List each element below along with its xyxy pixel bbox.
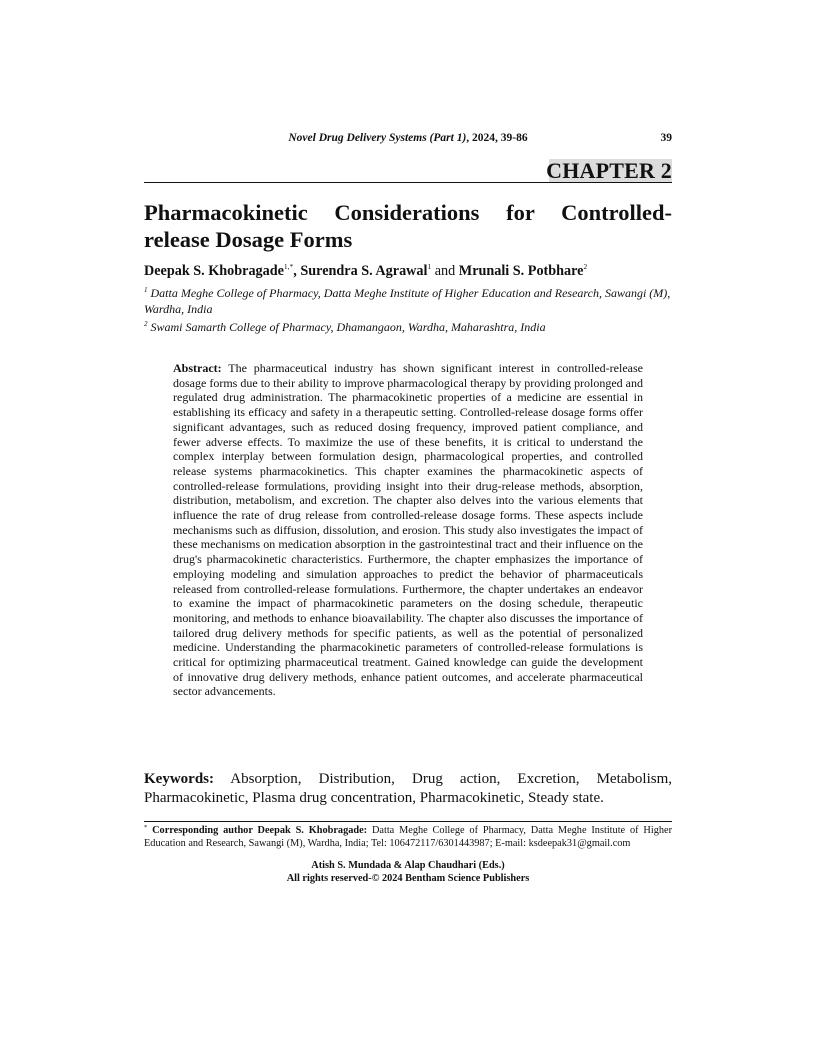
rights-line: All rights reserved-© 2024 Bentham Science Publishers [286, 873, 530, 884]
chapter-label: CHAPTER 2 [546, 158, 672, 183]
author-affiliation-mark: 1,* [283, 262, 294, 271]
abstract-text: The pharmaceutical industry has shown significant interest in controlled-release dosage forms due to their ability to improve pharmacological therapy by providing prolonged and regulated drug administration. The pharmacokinetic properties of a medicine are essential in establishing its efficacy and safety in a therapeutic setting. Controlled-release dosage forms offer significant advantages, such as reduced dosing frequency, improved patient compliance, and fewer adverse effects. To maximize the use of these benefits, it is critical to understand the complex interplay between formulation design, pharmacological properties, and controlled release systems pharmacokinetics. This chapter examines the pharmacokinetic aspects of controlled-release formulations, providing insight into their drug-release methods, absorption, distribution, metabolism, and excretion. The chapter also delves into the various elements that influence the rate of drug release from controlled-release dosage forms. These aspects include mechanisms such as diffusion, dissolution, and erosion. This study also investigates the impact of these mechanisms on medication absorption in the gastrointestinal tract and their influence on the drug's pharmacokinetic characteristics. Furthermore, the chapter emphasizes the importance of employing modeling and simulation approaches to predict the behavior of pharmaceuticals released from controlled-release formulations. Furthermore, the chapter undertakes an endeavor to examine the impact of pharmacokinetic parameters on the dosing schedule, therapeutic monitoring, and methods to enhance bioavailability. The chapter also discusses the importance of tailored drug delivery methods for specific patients, as well as the potential of personalized medicine. Understanding the pharmacokinetic parameters of controlled-release formulations is critical for optimizing pharmaceutical treatment. Gained knowledge can guide the development of innovative drug delivery methods, enhance patient outcomes, and accelerate pharmaceutical sector advancements. [173, 361, 643, 699]
journal-title: Novel Drug Delivery Systems (Part 1) [288, 132, 467, 144]
footnote-mark: * [144, 824, 148, 831]
keywords-text: Absorption, Distribution, Drug action, Excretion, Metabolism, Pharmacokinetic, Plasma drug concentration, Pharmacokinetic, Steady state. [144, 771, 672, 806]
author-list [144, 262, 684, 280]
author-affiliation-mark: 1 [427, 262, 432, 271]
publisher-block [144, 859, 672, 885]
footnote-label: Corresponding author Deepak S. Khobragade: [152, 825, 368, 836]
page-number: 39 [660, 132, 672, 144]
author-separator: , [293, 263, 301, 279]
affiliation-2 [144, 319, 672, 335]
affiliation-1 [144, 285, 672, 317]
abstract [173, 361, 643, 699]
running-head [144, 132, 672, 144]
corresponding-author-footnote [144, 824, 672, 850]
editors-line: Atish S. Mundada & Alap Chaudhari (Eds.) [311, 860, 505, 871]
author-affiliation-mark: 2 [583, 262, 588, 271]
footnote-rule [144, 821, 672, 822]
keywords-label: Keywords: [144, 771, 214, 787]
affiliation-text: Swami Samarth College of Pharmacy, Dhamangaon, Wardha, Maharashtra, India [150, 320, 546, 334]
affiliation-mark: 1 [144, 286, 148, 294]
affiliation-mark: 2 [144, 320, 148, 328]
author-name: Mrunali S. Potbhare [458, 263, 584, 279]
author-name: Deepak S. Khobragade [144, 263, 284, 279]
journal-year-pages: , 2024, 39-86 [466, 132, 528, 144]
chapter-rule [144, 182, 672, 183]
footnote-text: Datta Meghe College of Pharmacy, Datta Meghe Institute of Higher Education and Research, Sawangi (M), Wardha, India; Tel: 106472117/6301443987; E-mail: ksdeepak31@gmail.com [144, 825, 672, 849]
chapter-title: Pharmacokinetic Considerations for Controlled-release Dosage Forms [144, 200, 672, 252]
author-separator: and [431, 263, 459, 279]
abstract-label: Abstract: [173, 361, 222, 375]
keywords [144, 770, 672, 808]
affiliation-text: Datta Meghe College of Pharmacy, Datta Meghe Institute of Higher Education and Research, Sawangi (M), Wardha, India [144, 286, 671, 316]
author-name: Surendra S. Agrawal [300, 263, 428, 279]
